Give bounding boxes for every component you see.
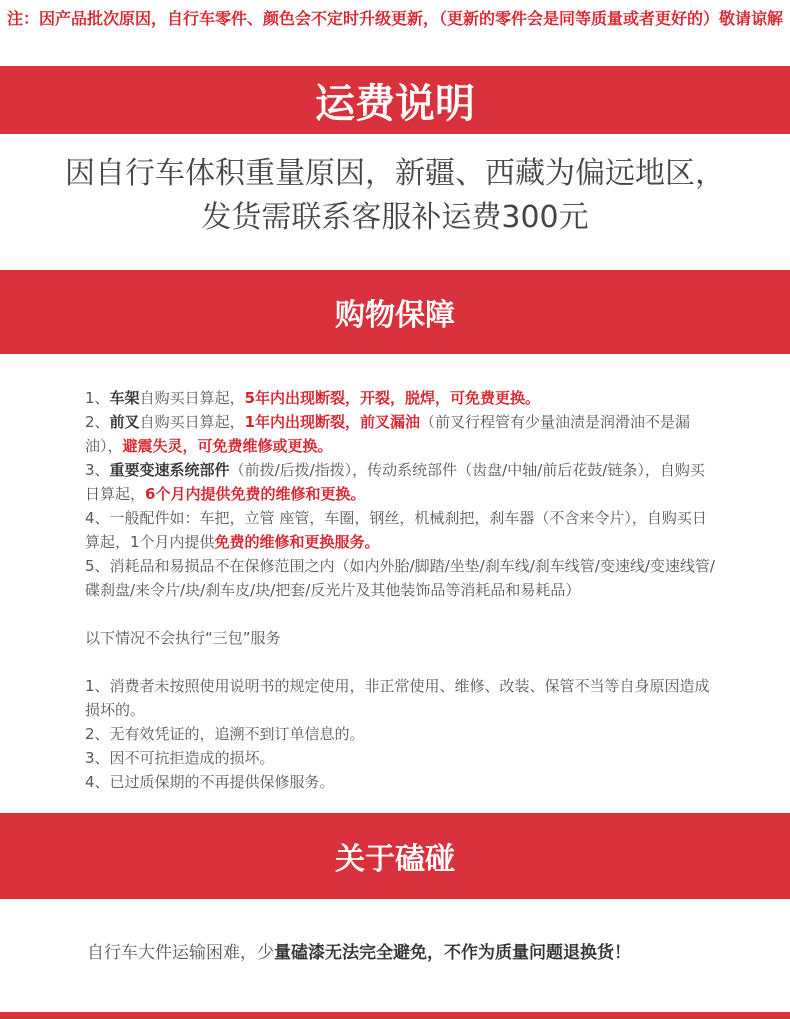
guarantee-item: 3、重要变速系统部件（前拨/后拨/指拨），传动系统部件（齿盘/中轴/前后花鼓/链条），自购买日算起，6个月内提供免费的维修和更换。	[85, 461, 705, 503]
exclusion-intro: 以下情况不会执行“三包”服务	[85, 629, 281, 647]
collision-banner	[0, 813, 790, 899]
exclusion-item: 4、已过质保期的不再提供保修服务。	[85, 773, 335, 791]
shipping-line-2: 发货需联系客服补运费300元	[201, 200, 589, 235]
shipping-line-1: 因自行车体积重量原因，新疆、西藏为偏远地区，	[65, 156, 725, 191]
guarantee-item: 1、车架自购买日算起，5年内出现断裂，开裂，脱焊，可免费更换。	[85, 389, 541, 407]
exclusion-item: 3、因不可抗拒造成的损坏。	[85, 749, 275, 767]
shipping-info	[0, 152, 790, 240]
collision-text: 自行车大件运输困难，少量磕漆无法完全避免，不作为质量问题退换货！	[87, 943, 631, 963]
shipping-title: 运费说明	[315, 80, 475, 127]
guarantee-item: 4、一般配件如：车把，立管 座管，车圈，钢丝，机械刹把，刹车器（不含来令片），自购买日算起，1个月内提供免费的维修和更换服务。	[85, 509, 707, 551]
bottom-divider	[0, 1012, 790, 1019]
collision-title: 关于磕碰	[335, 842, 455, 877]
notice-text: 注：因产品批次原因，自行车零件、颜色会不定时升级更新，（更新的零件会是同等质量或者更好的）敬请谅解	[6, 9, 783, 28]
exclusion-item: 2、无有效凭证的，追溯不到订单信息的。	[85, 725, 365, 743]
exclusion-item: 1、消费者未按照使用说明书的规定使用，非正常使用、维修、改装、保管不当等自身原因造成损坏的。	[85, 677, 710, 719]
guarantee-title: 购物保障	[335, 298, 455, 333]
guarantee-section	[85, 386, 715, 794]
guarantee-item: 2、前叉自购买日算起，1年内出现断裂，前叉漏油（前叉行程管有少量油渍是润滑油不是漏油），避震失灵，可免费维修或更换。	[85, 413, 691, 455]
guarantee-item: 5、消耗品和易损品不在保修范围之内（如内外胎/脚踏/坐垫/刹车线/刹车线管/变速线/变速线管/碟刹盘/来令片/块/刹车皮/块/把套/反光片及其他装饰品等消耗品和易耗品）	[85, 557, 715, 599]
guarantee-banner	[0, 270, 790, 354]
shipping-banner	[0, 66, 790, 134]
